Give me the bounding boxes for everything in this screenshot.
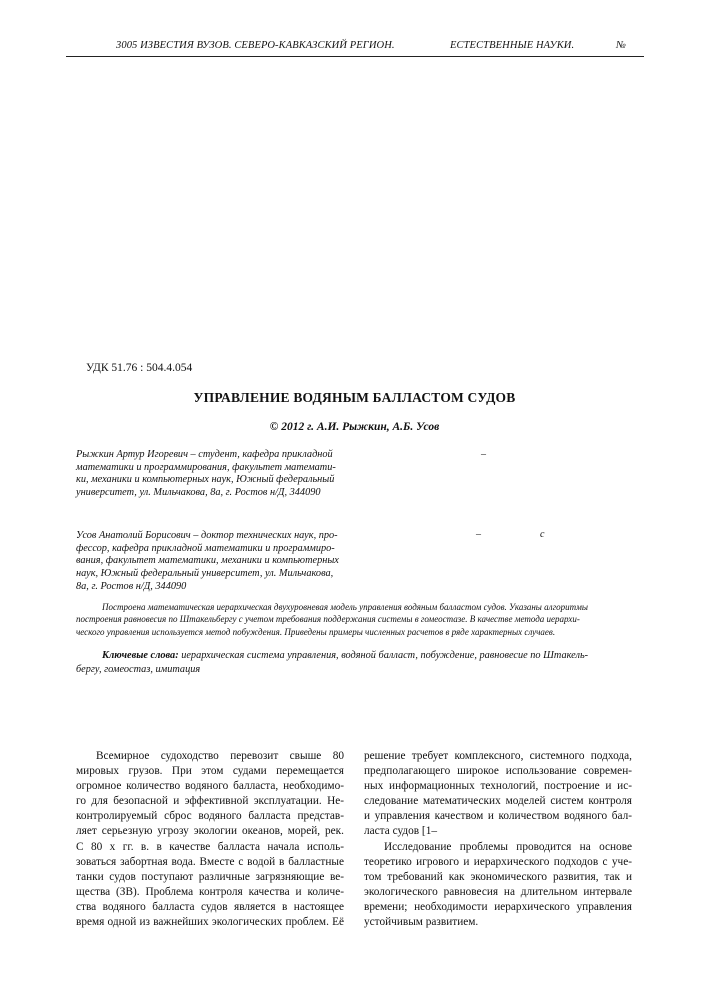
author-line: Усов Анатолий Борисович – доктор технических наук, про- xyxy=(76,530,338,541)
body-line: ляет серьезную угрозу экологии океанов, морей, рек. xyxy=(76,825,344,838)
body-line: том требований как экономического развития, так и xyxy=(364,870,632,883)
body-line: времени; необходимости иерархического управления xyxy=(364,900,632,913)
body-line: ласта судов [1– xyxy=(364,825,437,838)
abstract-line: построения равновесия по Штакельбергу с учетом требования поддержания системы в гомеостазе. В качестве метода иерархи- xyxy=(76,614,580,625)
keywords-text: иерархическая система управления, водяной балласт, побуждение, равновесие по Штакель- xyxy=(181,650,589,661)
abstract-line: ческого управления используется метод побуждения. Приведены примеры численных расчетов в ряде характерных случаев. xyxy=(76,626,556,637)
body-column-right xyxy=(364,749,632,930)
author-line: вания, факультет математики, механики и компьютерных xyxy=(76,555,339,567)
body-line: решение требует комплексного, системного подхода, xyxy=(364,750,632,762)
body-line: С 80 х гг. в. в качестве балласта начала исполь- xyxy=(76,840,344,853)
body-line: танки судов поступают различные загрязняющие ве- xyxy=(76,870,344,883)
author-line: университет, ул. Мильчакова, 8а, г. Ростов н/Д, 344090 xyxy=(76,487,321,499)
author-line: фессор, кафедра прикладной математики и программиро- xyxy=(76,542,335,554)
keywords xyxy=(76,649,632,676)
author-translation-mark: – xyxy=(481,449,486,460)
body-line: щества (ЗВ). Проблема контроля качества и количе- xyxy=(76,885,344,898)
body-line: Всемирное судоходство перевозит свыше 80 xyxy=(96,750,344,762)
body-line: ных информационных технологий, построение и ис- xyxy=(364,780,632,793)
body-line: контролируемый сброс водяного балласта представ- xyxy=(76,810,344,823)
body-column-left xyxy=(76,749,344,930)
body-line: теоретико игрового и иерархического подходов с уче- xyxy=(364,855,632,868)
author-line: Рыжкин Артур Игоревич – студент, кафедра прикладной xyxy=(76,449,333,460)
body-line: зоваться забортная вода. Вместе с водой в балластные xyxy=(76,855,344,868)
author-affiliation-1 xyxy=(76,449,352,500)
running-header-issue: № xyxy=(616,40,627,51)
body-line: мировых грузов. При этом судами перемещается xyxy=(76,765,344,778)
author-line: 8а, г. Ростов н/Д, 344090 xyxy=(76,580,187,592)
author-line: математики и программирования, факультет математи- xyxy=(76,461,336,473)
body-line: го для безопасной и эффективной эксплуатации. Не- xyxy=(76,795,344,808)
body-line: огромное количество водяного балласта, необходимо- xyxy=(76,780,344,793)
keywords-label: Ключевые слова: xyxy=(102,650,179,661)
body-line: следование математических моделей систем контроля xyxy=(364,795,632,808)
abstract-line: Построена математическая иерархическая двухуровневая модель управления водяным балластом судов. Указаны алгоритмы xyxy=(102,602,588,612)
udk-code: УДК 51.76 : 504.4.054 xyxy=(86,362,193,374)
author-translation-mark: с xyxy=(540,529,545,540)
running-header-journal: 3005 ИЗВЕСТИЯ ВУЗОВ. СЕВЕРО-КАВКАЗСКИЙ РЕГИОН. xyxy=(116,40,395,51)
author-line: наук, Южный федеральный университет, ул. Мильчакова, xyxy=(76,568,334,580)
copyright-line: © 2012 г. А.И. Рыжкин, А.Б. Усов xyxy=(269,421,440,433)
abstract xyxy=(76,601,632,638)
running-header xyxy=(96,40,634,56)
body-line: и управления качеством и количеством водяного бал- xyxy=(364,810,632,823)
body-line: предполагающего широкое использование современ- xyxy=(364,765,632,778)
header-rule xyxy=(66,56,644,57)
author-affiliation-2 xyxy=(76,530,352,594)
body-line: Исследование проблемы проводится на основе xyxy=(384,840,632,853)
body-line: ства водяного балласта судов является в настоящее xyxy=(76,900,344,913)
body-line: время одной из важнейших экологических проблем. Её xyxy=(76,916,344,929)
keywords-text: бергу, гомеостаз, имитация xyxy=(76,663,201,675)
author-translation-mark: – xyxy=(476,529,481,540)
running-header-section: ЕСТЕСТВЕННЫЕ НАУКИ. xyxy=(450,40,575,51)
body-line: устойчивым развитием. xyxy=(364,916,479,929)
article-title: УПРАВЛЕНИЕ ВОДЯНЫМ БАЛЛАСТОМ СУДОВ xyxy=(193,390,516,405)
author-line: ки, механики и компьютерных наук, Южный федеральный xyxy=(76,474,335,486)
body-line: экологического равновесия на длительном интервале xyxy=(364,885,632,898)
